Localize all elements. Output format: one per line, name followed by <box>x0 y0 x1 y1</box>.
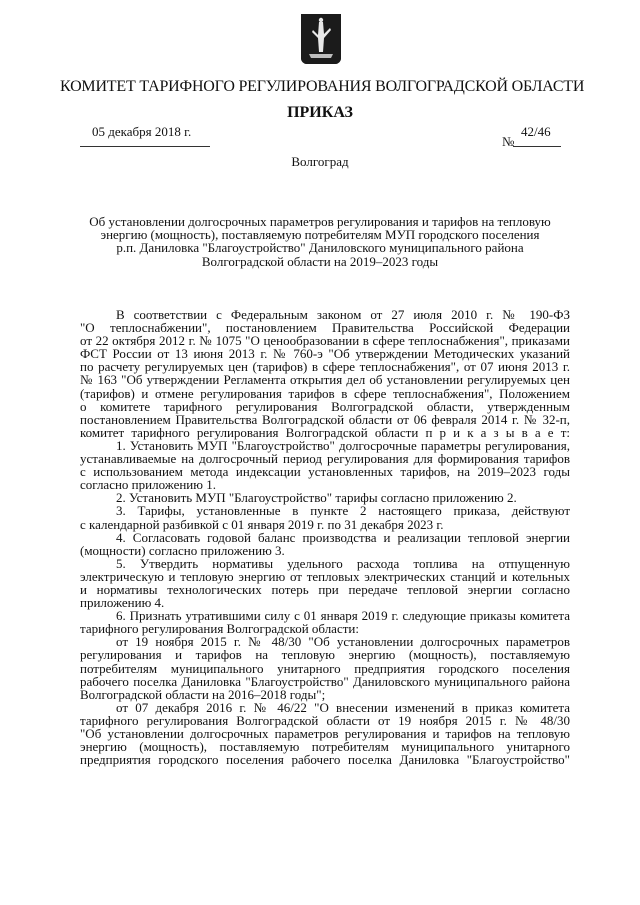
body-line: с использованием метода индексации установленных тарифов, на 2019–2023 годы <box>80 464 570 480</box>
body-line: 1. Установить МУП "Благоустройство" долгосрочные параметры регулирования, <box>116 437 570 453</box>
body-line: 3. Тарифы, установленные в пункте 2 настоящего приказа, действуют <box>116 503 570 519</box>
body-line: приложению 4. <box>80 595 165 611</box>
number-label: № <box>502 134 515 149</box>
body-line: устанавливаемые на долгосрочный период регулирования для формирования тарифов <box>80 451 570 467</box>
body-line: потребителям муниципального унитарного предприятия городского поселения <box>80 660 570 676</box>
subject-line: Волгоградской области на 2019–2023 годы <box>201 253 439 269</box>
body-line: тарифного регулирования Волгоградской области от 19 ноября 2015 г. № 48/30 <box>80 712 570 728</box>
body-line: электрическую и тепловую энергию от тепловых электрических станций и котельных <box>80 568 570 584</box>
body-line: рабочего поселка Даниловка "Благоустройство" Даниловского муниципального района <box>80 673 570 689</box>
subject-line: энергию (мощность), поставляемую потребителям МУП городского поселения <box>100 227 540 243</box>
document-subject <box>80 215 560 268</box>
body-line: (тарифов) и отмене регулирования тарифов в сфере теплоснабжения", Положением <box>80 385 570 401</box>
subject-line: Об установлении долгосрочных параметров регулирования и тарифов на тепловую <box>89 214 551 229</box>
body-line: 2. Установить МУП "Благоустройство" тарифы согласно приложению 2. <box>116 490 517 506</box>
document-number: 42/46 <box>521 124 551 139</box>
city: Волгоград <box>291 154 349 169</box>
body-line: 6. Признать утратившими силу с 01 января 2019 г. следующие приказы комитета <box>116 608 570 624</box>
document-date: 05 декабря 2018 г. <box>92 124 192 139</box>
body-line: В соответствии с Федеральным законом от 27 июля 2010 г. № 190-ФЗ <box>116 307 570 322</box>
body-line: комитет тарифного регулирования Волгоградской области п р и к а з ы в а е т: <box>80 424 570 440</box>
organization-name: КОМИТЕТ ТАРИФНОГО РЕГУЛИРОВАНИЯ ВОЛГОГРАДСКОЙ ОБЛАСТИ <box>60 78 585 95</box>
body-line: от 22 октября 2012 г. № 1075 "О ценообразовании в сфере теплоснабжения", приказами <box>80 333 570 349</box>
body-line: от 19 ноября 2015 г. № 48/30 "Об установлении долгосрочных параметров <box>116 634 570 650</box>
emblem-graphic <box>301 14 341 64</box>
body-line: "Об установлении долгосрочных параметров регулирования и тарифов на тепловую <box>80 726 570 741</box>
body-line: Волгоградской области на 2016–2018 годы"; <box>80 686 326 702</box>
body-line: энергию (мощность), поставляемую потребителям муниципального унитарного <box>80 739 570 755</box>
body-line: 5. Утвердить нормативы удельного расхода топлива на отпущенную <box>116 555 570 571</box>
body-line: постановлением Правительства Волгоградской области от 06 февраля 2014 г. № 32-п, <box>80 411 570 427</box>
volgograd-coat-of-arms-icon <box>301 14 341 64</box>
number-underline <box>513 146 561 147</box>
body-line: тарифного регулирования Волгоградской области: <box>80 621 359 637</box>
body-line: согласно приложению 1. <box>80 477 216 493</box>
body-line: регулирования и тарифов на тепловую энергию (мощность), поставляемую <box>80 647 570 663</box>
subject-line: р.п. Даниловка "Благоустройство" Даниловского муниципального района <box>116 240 524 256</box>
body-line: (мощности) согласно приложению 3. <box>80 542 285 558</box>
body-line: от 07 декабря 2016 г. № 46/22 "О внесении изменений в приказ комитета <box>116 699 570 715</box>
body-line: № 163 "Об утверждении Регламента открытия дел об установлении регулируемых цен <box>80 372 570 388</box>
body-line: ФСТ России от 13 июня 2013 г. № 760-э "Об утверждении Методических указаний <box>80 346 570 362</box>
body-line: "О теплоснабжении", постановлением Правительства Российской Федерации <box>80 320 570 336</box>
body-line: о комитете тарифного регулирования Волгоградской области, утвержденным <box>80 398 570 414</box>
document-body <box>80 308 570 766</box>
body-line: 4. Согласовать годовой баланс производства и реализации тепловой энергии <box>116 529 570 545</box>
body-line: по расчету регулируемых цен (тарифов) в сфере теплоснабжения", от 07 июня 2013 г. <box>80 359 570 375</box>
body-line: с календарной разбивкой с 01 января 2019 г. по 31 декабря 2023 г. <box>80 516 444 532</box>
body-line: и нормативы технологических потерь при передаче тепловой энергии согласно <box>80 581 570 597</box>
document-type: ПРИКАЗ <box>287 104 353 121</box>
date-underline <box>80 146 210 147</box>
body-line: предприятия городского поселения рабочего поселка Даниловка "Благоустройство" <box>80 752 570 768</box>
